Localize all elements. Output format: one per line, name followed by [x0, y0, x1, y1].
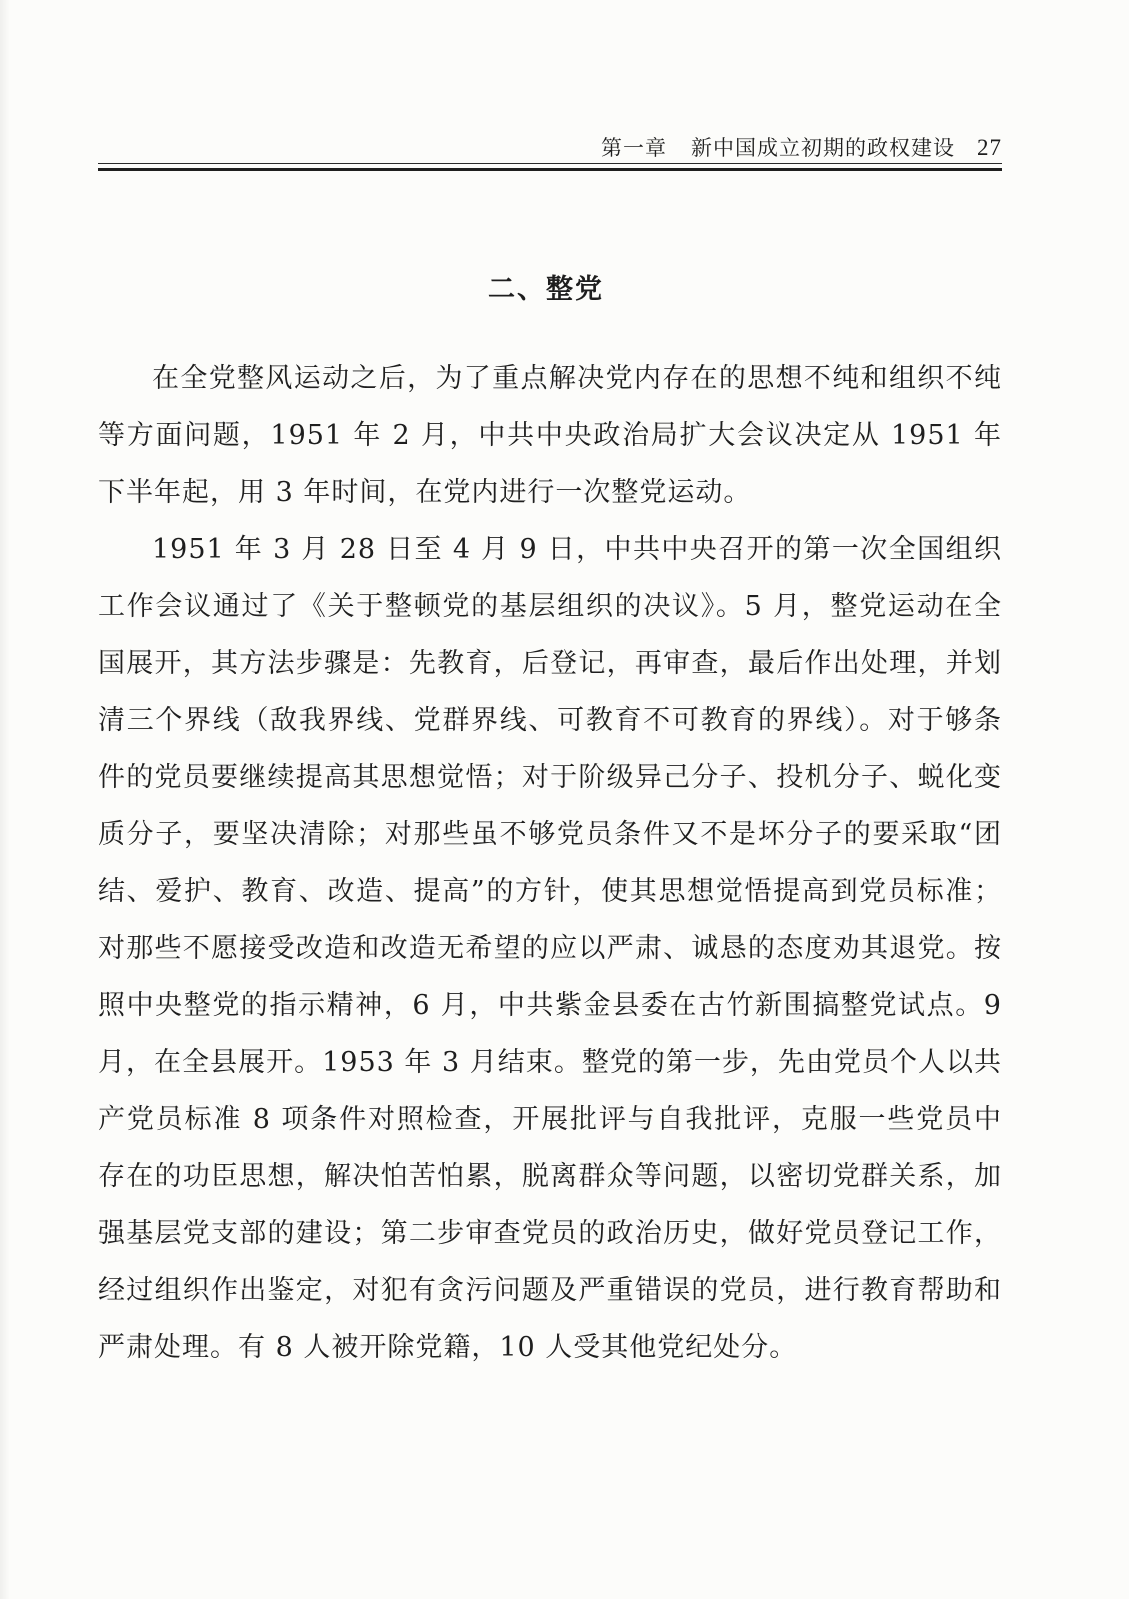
- body-text: [98, 350, 1002, 1376]
- chapter-label: 第一章: [601, 136, 667, 160]
- header-rule-thick: [98, 168, 1002, 171]
- chapter-title: 新中国成立初期的政权建设: [691, 136, 955, 160]
- running-header: [98, 128, 1002, 168]
- scan-edge-shadow: [0, 0, 10, 1599]
- paragraph: 1951 年 3 月 28 日至 4 月 9 日，中共中央召开的第一次全国组织工作会议通过了《关于整顿党的基层组织的决议》。5 月，整党运动在全国展开，其方法步骤是：先教育，后登记，再审查，最后作出处理，并划清三个界线（敌我界线、党群界线、可教育不可教育的界线）。对于够条件的党员要继续提高其思想觉悟；对于阶级异己分子、投机分子、蜕化变质分子，要坚决清除；对那些虽不够党员条件又不是坏分子的要采取“团结、爱护、教育、改造、提高”的方针，使其思想觉悟提高到党员标准；对那些不愿接受改造和改造无希望的应以严肃、诚恳的态度劝其退党。按照中央整党的指示精神，6 月，中共紫金县委在古竹新围搞整党试点。9 月，在全县展开。1953 年 3 月结束。整党的第一步，先由党员个人以共产党员标准 8 项条件对照检查，开展批评与自我批评，克服一些党员中存在的功臣思想，解决怕苦怕累，脱离群众等问题，以密切党群关系，加强基层党支部的建设；第二步审查党员的政治历史，做好党员登记工作，经过组织作出鉴定，对犯有贪污问题及严重错误的党员，进行教育帮助和严肃处理。有 8 人被开除党籍，10 人受其他党纪处分。: [98, 534, 1002, 1363]
- section-title: 二、整党: [488, 274, 604, 305]
- running-header-text: [601, 136, 1002, 160]
- header-rule-thin: [98, 163, 1002, 164]
- paragraph: 在全党整风运动之后，为了重点解决党内存在的思想不纯和组织不纯等方面问题，1951 年 2 月，中共中央政治局扩大会议决定从 1951 年下半年起，用 3 年时间，在党内进行一次整党运动。: [98, 363, 1002, 508]
- page-number: 27: [977, 135, 1002, 160]
